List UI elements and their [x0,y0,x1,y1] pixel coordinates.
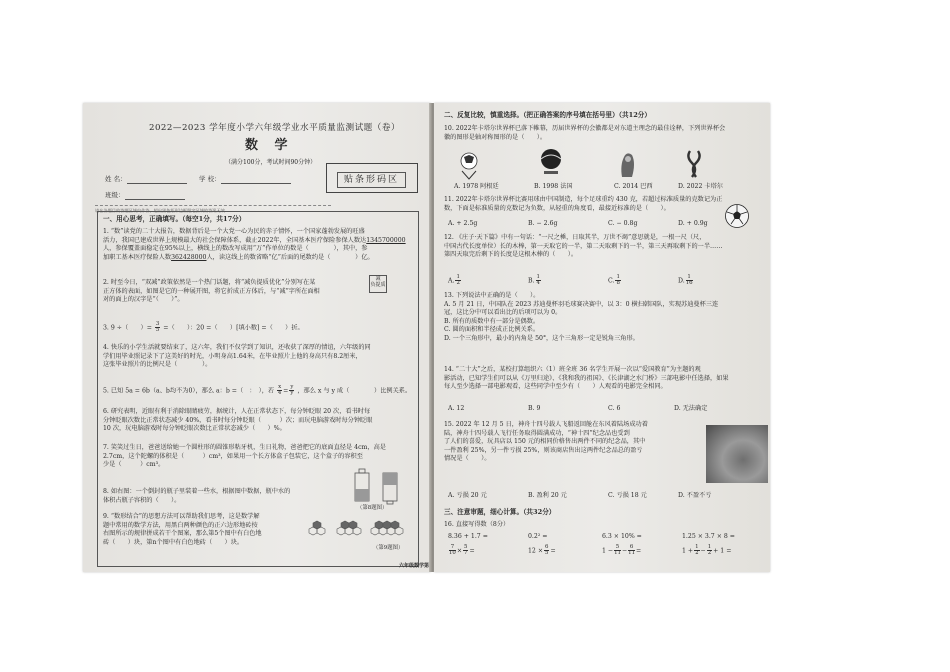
q15-option-a: A. 亏损 20 元 [448,492,487,499]
calc-item: 1.25 × 3.7 × 8 = [682,533,735,540]
underlined-number: 1345700000 [366,236,406,244]
school-label: 学 校： [199,175,221,183]
emblem-2014-icon [616,149,638,181]
question-8: 8. 如右图：一个倒封的瓶子里装着一些水，根据图中数据，瓶中水的 体积占瓶子容积的（ ）。 [103,488,291,504]
q12-option-b: B. $\frac{1}{4}$ [528,274,540,287]
section1-title: 一、用心思考，正确填写。（每空1分，共17分） [103,215,246,223]
underlined-number: 362428000 [171,253,207,261]
score-info: （满分100分，考试时间90分钟） [225,159,317,166]
question-3: 3. 9 ÷（ ）= $\frac{3}{5}$ =（ ）：20 =（ ）[填小数] =（ ）折。 [103,321,304,334]
fraction: $\frac{y}{y}$ [290,384,294,397]
left-exam-page [83,103,431,572]
question-5: 5. 已知 5a = 6b（a、b均不为0），那么 a：b =（ ： ），若 $\frac{x}{4}$ = $\frac{y}{y}$ ，那么 x 与 y 成（ ）比例关系。 [103,384,412,397]
q10-option-a: A. 1978 阿根廷 [454,183,499,190]
calc-item: 0.2² = [528,533,548,540]
fraction: $\frac{3}{5}$ [155,321,160,334]
q14-option-b: B. 9 [528,405,541,412]
calc-item: 12 × $\frac{6}{5}$ = [528,544,556,557]
emblem-2022-icon [684,147,704,181]
question-13: 13. 下列说法中正确的是（ ）。 A. 5 月 21 日，中国队在 2023 苏迪曼杯羽毛球赛决赛中，以 3：0 横扫韩国队，实现苏迪曼杯三连 冠，这比分中可以看出比的后项可以为 0。 B. 所有的质数中有一部分是偶数。 C. 圆的面积和半径成正比例关系。 D. 一个三角形中，最小的内角是 50°，这个三角形一定是锐角三角形。 [444,292,719,342]
q14-option-a: A. 12 [448,405,465,412]
calc-item: 6.3 × 10% = [602,533,642,540]
calc-item: 1 + $\frac{1}{2}$ − $\frac{1}{2}$ + 1 = [682,544,732,557]
calc-item: 8.36 + 1.7 = [448,533,488,540]
section3-title: 三、注意审题，细心计算。（共32分） [444,508,556,516]
emblem-1998-icon [538,147,564,177]
q11-option-b: B. − 2.6g [528,220,558,227]
barcode-area [326,163,418,193]
right-exam-page [434,103,770,572]
question-4: 4. 快乐的小学生活就要结束了，这六年，我们不仅学到了知识，还收获了深厚的情谊，六年级的同 学们用毕业照记录下了这美好的时光，小明身高1.64米，在毕业照片上他的身高只有8.2厘米， 这张毕业照片的比例尺是（ ）。 [103,344,371,369]
q15-option-b: B. 盈利 20 元 [528,492,567,499]
class-label: 班级： [105,191,125,199]
name-label: 姓 名： [105,175,127,183]
answer-notice: 请在各题目的答题区域内作答，超出黑色矩形边框限定区域的答案无效 [95,205,331,214]
question-2: 2. 时至今日，“双减”政策依然是一个热门话题，将“减负提质优化”分别写在某 正方体的表面，如图是它的一种展开图，将它折成正方体后，与“减”字所在面相 对的面上的汉字是“（ ）”。 [103,279,320,304]
question-9: 9. “数形结合”的思想方法可以帮助我们思考，这是数学解 题中常用的数学方法，用黑白两种颜色的正六边形地砖按 右图所示的规律拼成若干个图案，那么第5个图中有白色地 砖（ ）块，第n个图中有白色地砖（ ）块。 [103,513,262,546]
barcode-label: 贴条形码区 [337,172,406,188]
q15-option-d: D. 不盈不亏 [678,492,712,499]
page-footer: 六年级数学第 [398,563,429,570]
calc-item: 1 − $\frac{5}{11}$ − $\frac{6}{11}$ = [602,544,642,557]
question-15: 15. 2022 年 12 月 5 日，神舟十四号载人飞船返回舱在东风着陆场成功着 陆，神舟十四号载人飞行任务取得圆满成功，“神十四”纪念品也受到 了人们的喜爱，玩具店以 150 元的相同价格售出两件不同的纪念品，其中 一件盈利 25%，另一件亏损 25%，则该商店售出这两件纪念品总的盈亏 情况是（ ）。 [444,421,648,463]
figure-8-caption: （第8题图） [357,505,388,511]
hexagon-pattern-figure [305,513,415,543]
q11-option-d: D. + 0.9g [678,220,708,227]
question-7: 7. 笑笑过生日，爸爸送给她一个圆柱形的圆锥形粘牙机，生日礼物，爸爸把它的底面直径是 4cm，高是 2.7cm，这个陀螺的体积是（ ）cm³，如果用一个长方体盒子包装它，这个盒子的容积至 少是（ ）cm³。 [103,444,386,469]
q11-option-c: C. − 0.8g [608,220,638,227]
name-field [105,175,187,184]
question-1: 1. “数”读党的二十大报告，数据背后是一个大党一心为民的赤子情怀，一个国家蓬勃发展的旺盛 活力，我国已建成世界上规模最大的社会保障体系，截止2022年，全国基本医疗保险参保人数达1345700000 人，参保覆盖面稳定在95%以上，横线上的数改写成用“万”作单位的数是（ ），其中，参 加职工基本医疗保险人数362428000人，读这线上的数省略“亿”后面的尾数约是（ ）亿。 [103,228,406,261]
cube-net-figure: 减 负提质 [369,275,387,293]
question-16-title: 16. 直接写得数（8分） [444,521,510,528]
q12-option-d: D. $\frac{1}{16}$ [678,274,693,287]
q12-option-c: C. $\frac{1}{8}$ [608,274,620,287]
calc-item: $\frac{7}{10}$ × $\frac{5}{7}$ = [449,544,475,557]
q14-option-d: D. 无法确定 [674,405,708,412]
spacecraft-photo [706,425,768,483]
q10-option-d: D. 2022 卡塔尔 [678,183,723,190]
question-6: 6. 研究表明，近眼有利于消除眼睛疲劳，据统计，人在正常状态下，每分钟眨眼 20 次，看书时每 分钟眨眼次数比正常状态减少 40%，看书时每分钟眨眼（ ）次；而玩电脑游戏时每分钟眨眼 10 次，玩电脑游戏时每分钟眨眼次数比正常状态减少（ ）%。 [103,408,373,433]
question-11: 11. 2022年卡塔尔世界杯比赛用球由中国制造，每个足球重约 430 克，若超过标准质量的克数记为正 数，下面是标准质量的克数记为负数，从轻重的角度看，最接近标准的是（ ）。 [444,196,723,212]
question-10: 10. 2022年卡塔尔世界杯已落下帷幕，历届世界杯的会徽都是对东道主理念的最佳诠释，下列世界杯会 徽的图形是轴对称图形的是（ ）。 [444,125,726,141]
section2-title: 二、反复比较，慎重选择。（把正确答案的序号填在括号里）（共12分） [444,111,651,119]
q10-option-b: B. 1998 法国 [534,183,573,190]
q10-option-c: C. 2014 巴西 [614,183,653,190]
figure-9-caption: （第9题图） [373,545,404,551]
emblem-1978-icon [456,151,482,181]
q11-option-a: A. + 2.5g [448,220,478,227]
fraction: $\frac{x}{4}$ [277,384,282,397]
class-field [105,191,185,200]
question-14: 14. “二十大”之后，某校打算组织六（1）班全班 36 名学生开展一次以“爱国教育”为主题的观 影活动，已知学生们可以从《万里归途》、《我和我的祖国》、《长津湖之水门桥》三部电影中任选择，如果 每人至少选择一部电影观看，这些同学中至少有（ ）人观看的电影完全相同。 [444,366,729,391]
q12-option-a: A. $\frac{1}{2}$ [448,274,460,287]
subject-title: 数 学 [245,138,294,153]
q14-option-c: C. 6 [608,405,621,412]
question-12: 12. 《庄子·天下篇》中有一句话：“一尺之棰，日取其半，万世不竭”意思就是，一根一尺（尺， 中国古代长度单位）长的木棒，第一天取它的一半，第二天取剩下的一半，第三天再取剩下的一半…… 第四天取完后剩下的长度是这根木棒的（ ）。 [444,234,723,259]
q15-option-c: C. 亏损 18 元 [608,492,647,499]
school-field [199,175,291,184]
bottle-figure [349,467,409,505]
exam-title: 2022—2023 学年度小学六年级学业水平质量监测试题（卷） [149,123,401,133]
soccer-ball-icon [724,203,750,229]
